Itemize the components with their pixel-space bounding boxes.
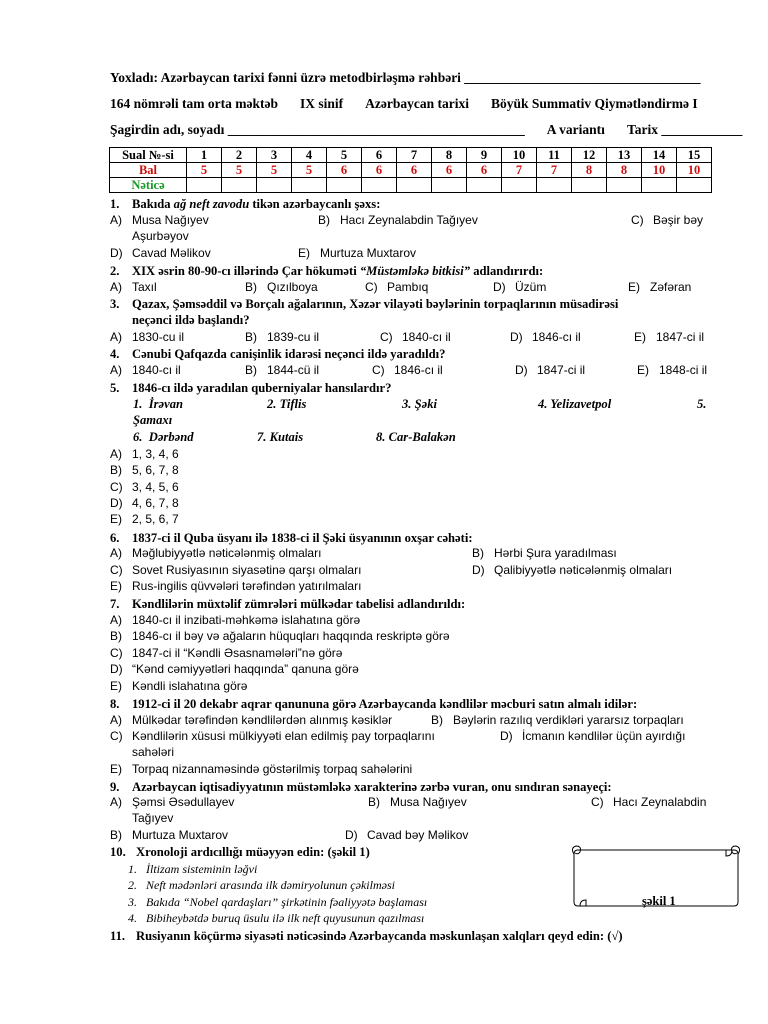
result-row — [110, 178, 712, 193]
table-cell: 13 — [607, 148, 642, 163]
option-e[interactable]: E) Torpaq nizannaməsində göstərilmiş torpaq sahələrini — [110, 762, 413, 776]
option-d[interactable]: D) Cavad bəy Məlikov — [345, 828, 469, 842]
region-item: 2. Tiflis — [267, 397, 307, 411]
table-cell: 7 — [537, 163, 572, 178]
option-a[interactable]: A) 1840-cı il inzibati-məhkəmə islahatına görə — [110, 613, 361, 627]
result-cell[interactable] — [292, 178, 327, 193]
sequence-item: 3. Bakıda “Nobel qardaşları” şirkətinin fəaliyyətə başlaması — [128, 895, 428, 909]
region-item: 6. Dərbənd — [133, 430, 194, 444]
option-e[interactable]: E) Kəndli islahatına görə — [110, 679, 248, 693]
result-cell[interactable] — [257, 178, 292, 193]
result-cell[interactable] — [467, 178, 502, 193]
table-cell: 5 — [187, 163, 222, 178]
table-cell: 8 — [432, 148, 467, 163]
question-1: 1. Bakıda ağ neft zavodu tikən azərbaycanlı şəxs: — [110, 197, 381, 211]
option-a[interactable]: A) Mülkədar tərəfindən kəndlilərdən alınmış kəsiklər — [110, 713, 393, 727]
result-cell[interactable] — [642, 178, 677, 193]
result-cell[interactable] — [362, 178, 397, 193]
result-cell[interactable] — [572, 178, 607, 193]
option-e[interactable]: E) 2, 5, 6, 7 — [110, 512, 179, 526]
question-5: 5. 1846-cı ildə yaradılan quberniyalar hansılardır? — [110, 381, 392, 395]
option-c[interactable]: C) Hacı Zeynalabdin — [591, 795, 707, 809]
question-7: 7. Kəndlilərin müxtəlif zümrələri mülkədar tabelisi adlandırıldı: — [110, 597, 466, 611]
table-cell: 5 — [292, 163, 327, 178]
question-2: 2. XIX əsrin 80-90-cı illərində Çar hökuməti “Müstəmləkə bitkisi” adlandırırdı: — [110, 264, 544, 278]
points-row — [110, 163, 712, 178]
table-cell: 11 — [537, 148, 572, 163]
table-cell: 6 — [362, 163, 397, 178]
table-cell: 7 — [502, 163, 537, 178]
table-cell: 5 — [222, 163, 257, 178]
table-cell: 6 — [397, 163, 432, 178]
table-cell: 7 — [397, 148, 432, 163]
table-cell: 6 — [362, 148, 397, 163]
question-9: 9. Azərbaycan iqtisadiyyatının müstəmləkə xarakterinə zərbə vuran, onu sındıran sənayeçi: — [110, 780, 612, 794]
option-e[interactable]: E) Rus-ingilis qüvvələri tərəfindən yatırılmaları — [110, 579, 362, 593]
option-d[interactable]: D) 4, 6, 7, 8 — [110, 496, 179, 510]
option-b[interactable]: B) Qızılboya — [245, 280, 318, 294]
result-cell[interactable] — [187, 178, 222, 193]
table-cell: 6 — [327, 163, 362, 178]
question-3: 3. Qazax, Şəmsəddil və Borçalı ağalarının, Xəzər vilayəti bəylərinin torpaqlarının müsadirəsi — [110, 297, 619, 311]
table-cell: 8 — [607, 163, 642, 178]
option-b[interactable]: B) 1839-cu il — [245, 330, 320, 344]
option-b[interactable]: B) Bəylərin razılıq verdikləri yararsız torpaqları — [431, 713, 684, 727]
option-a[interactable]: A) 1830-cu il — [110, 330, 185, 344]
figure-caption: şəkil 1 — [642, 894, 676, 908]
region-item: Şamaxı — [133, 413, 173, 427]
table-cell: 12 — [572, 148, 607, 163]
table-cell: 10 — [502, 148, 537, 163]
option-d[interactable]: D) Cavad Məlikov — [110, 246, 211, 260]
option-c[interactable]: C) 1846-cı il — [372, 363, 443, 377]
region-item: 7. Kutais — [257, 430, 304, 444]
option-d-continued: sahələri — [132, 745, 175, 759]
region-item: 3. Şəki — [402, 397, 437, 411]
question-10: 10. Xronoloji ardıcıllığı müəyyən edin: (şəkil 1) — [110, 845, 370, 859]
grade: IX sinif — [299, 96, 344, 111]
result-cell[interactable] — [502, 178, 537, 193]
date-field[interactable]: Tarix ____________ — [626, 122, 743, 137]
question-11: 11. Rusiyanın köçürmə siyasəti nəticəsində Azərbaycanda məskunlaşan xalqları qeyd edin: (√) — [110, 929, 623, 943]
table-cell: 15 — [677, 148, 712, 163]
option-b[interactable]: B) 5, 6, 7, 8 — [110, 463, 179, 477]
option-b[interactable]: B) Musa Nağıyev — [368, 795, 467, 809]
row-label: Bal — [110, 163, 187, 178]
result-cell[interactable] — [432, 178, 467, 193]
option-a[interactable]: A) Məğlubiyyətlə nəticələnmiş olmaları — [110, 546, 322, 560]
option-e[interactable]: E) Murtuza Muxtarov — [298, 246, 417, 260]
option-d[interactable]: D) “Kənd cəmiyyətləri haqqında” qanuna görə — [110, 662, 359, 676]
option-b-second[interactable]: B) Murtuza Muxtarov — [110, 828, 229, 842]
table-cell: 1 — [187, 148, 222, 163]
option-b[interactable]: B) Hacı Zeynalabdin Tağıyev — [318, 213, 478, 227]
assessment-title: Böyük Summativ Qiymətləndirmə I — [490, 96, 698, 111]
option-b[interactable]: B) 1844-cü il — [245, 363, 320, 377]
result-cell[interactable] — [677, 178, 712, 193]
region-item: 8. Car-Balakən — [376, 430, 456, 444]
option-a[interactable]: A) Taxıl — [110, 280, 157, 294]
table-cell: 5 — [257, 163, 292, 178]
option-d[interactable]: D) 1846-cı il — [510, 330, 581, 344]
sequence-item: 1. İltizam sisteminin ləğvi — [128, 862, 258, 876]
option-a[interactable]: A) 1, 3, 4, 6 — [110, 447, 179, 461]
table-cell: 2 — [222, 148, 257, 163]
table-cell: 10 — [677, 163, 712, 178]
option-d[interactable]: D) Qalibiyyətlə nəticələnmiş olmaları — [472, 563, 673, 577]
option-a[interactable]: A) Şəmsi Əsədullayev — [110, 795, 235, 809]
sequence-item: 4. Bibiheybətdə buruq üsulu ilə ilk neft quyusunun qazılması — [128, 911, 425, 925]
option-e[interactable]: E) 1847-ci il — [634, 330, 705, 344]
table-cell: 14 — [642, 148, 677, 163]
option-b[interactable]: B) Hərbi Şura yaradılması — [472, 546, 617, 560]
sequence-item: 2. Neft mədənləri arasında ilk dəmiryolunun çəkilməsi — [128, 878, 395, 892]
row-label: Sual №-si — [110, 148, 187, 163]
school-name: 164 nömrəli tam orta məktəb — [110, 96, 278, 111]
question-6: 6. 1837-ci il Quba üsyanı ilə 1838-ci il Şəki üsyanının oxşar cəhəti: — [110, 531, 473, 545]
table-cell: 4 — [292, 148, 327, 163]
option-e[interactable]: E) 1848-ci il — [637, 363, 708, 377]
question-number-row — [110, 148, 712, 163]
student-name-field[interactable]: Şagirdin adı, soyadı ____________________________________________ — [110, 122, 525, 137]
school-info-line — [110, 96, 720, 112]
table-cell: 8 — [572, 163, 607, 178]
option-c[interactable]: C) Bəşir bəy — [631, 213, 704, 227]
option-c[interactable]: C) Pambıq — [365, 280, 429, 294]
option-c-continued: Aşurbəyov — [132, 229, 189, 243]
result-cell[interactable] — [222, 178, 257, 193]
table-cell: 6 — [432, 163, 467, 178]
region-item: 5. — [697, 397, 707, 411]
student-line — [110, 122, 742, 138]
option-e[interactable]: E) Zəfəran — [628, 280, 692, 294]
table-cell: 5 — [327, 148, 362, 163]
score-table — [109, 147, 712, 193]
question-4: 4. Cənubi Qafqazda canişinlik idarəsi neçənci ildə yaradıldı? — [110, 347, 446, 361]
table-cell: 6 — [467, 163, 502, 178]
result-cell[interactable] — [327, 178, 362, 193]
table-cell: 3 — [257, 148, 292, 163]
result-cell[interactable] — [607, 178, 642, 193]
result-cell[interactable] — [537, 178, 572, 193]
option-c[interactable]: C) Kəndlilərin xüsusi mülkiyyəti elan edilmiş pay torpaqlarını — [110, 729, 435, 743]
option-c[interactable]: C) Sovet Rusiyasının siyasətinə qarşı olmaları — [110, 563, 362, 577]
row-label: Nəticə — [110, 178, 187, 193]
option-c[interactable]: C) 1840-cı il — [380, 330, 451, 344]
reviewer-line: Yoxladı: Azərbaycan tarixi fənni üzrə metodbirləşmə rəhbəri ___________________________________ — [110, 70, 701, 85]
subject: Azərbaycan tarixi — [365, 96, 469, 111]
option-d[interactable]: D) İcmanın kəndlilər üçün ayırdığı — [500, 729, 686, 743]
table-cell: 9 — [467, 148, 502, 163]
option-c[interactable]: C) 1847-ci il “Kəndli Əsasnamələri”nə görə — [110, 646, 343, 660]
question-8: 8. 1912-ci il 20 dekabr aqrar qanununa görə Azərbaycanda kəndlilər məcburi satın almalı idilər: — [110, 697, 638, 711]
option-d[interactable]: D) Üzüm — [493, 280, 547, 294]
table-cell: 10 — [642, 163, 677, 178]
option-b[interactable]: B) 1846-cı il bəy və ağaların hüquqları haqqında reskriptə görə — [110, 629, 450, 643]
result-cell[interactable] — [397, 178, 432, 193]
option-a[interactable]: A) Musa Nağıyev — [110, 213, 209, 227]
option-c[interactable]: C) 3, 4, 5, 6 — [110, 480, 179, 494]
question-3-continued: neçənci ildə başlandı? — [132, 313, 250, 327]
option-a[interactable]: A) 1840-cı il — [110, 363, 181, 377]
option-c-continued: Tağıyev — [132, 811, 174, 825]
region-item: 1. İrəvan — [133, 397, 184, 411]
option-d[interactable]: D) 1847-ci il — [515, 363, 586, 377]
region-item: 4. Yelizavetpol — [538, 397, 612, 411]
variant-label: A variantı — [546, 122, 605, 137]
